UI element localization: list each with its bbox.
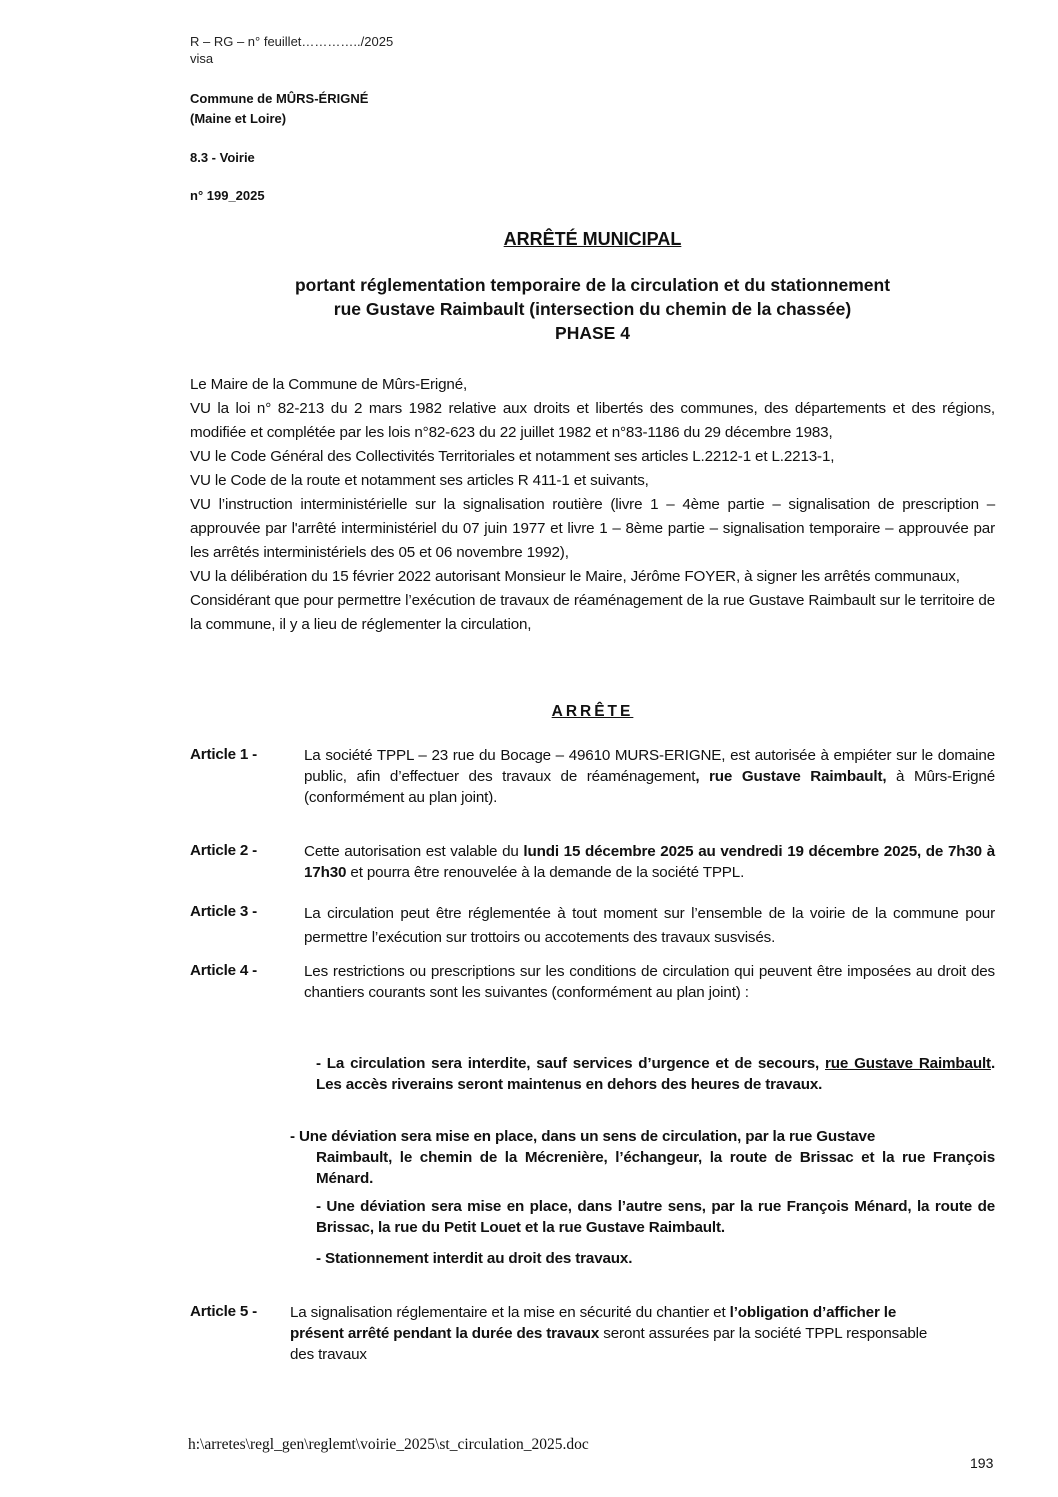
preamble-vu-instruction: VU l’instruction interministérielle sur la signalisation routière (livre 1 – 4ème partie – signalisation de prescription – approuvée par l'arrêté interministériel du 07 juin 1977 et livre 1 – 8ème partie – signalisation temporaire – approuvée par les arrêtés interministériels des 05 et 06 novembre 1992), [190, 496, 995, 561]
article-2-label: Article 2 - [190, 842, 258, 859]
document-subtitle [190, 273, 995, 345]
preamble-vu-loi: VU la loi n° 82-213 du 2 mars 1982 relative aux droits et libertés des communes, des départements et des régions, modifiée et complétée par les lois n°82-623 du 22 juillet 1982 et n°83-1186 du 29 décembre 1983, [190, 400, 995, 441]
arrete-heading: ARRÊTE [551, 703, 634, 720]
subtitle-line-1: portant réglementation temporaire de la circulation et du stationnement [294, 275, 891, 295]
preamble-vu-code-route: VU le Code de la route et notamment ses articles R 411-1 et suivants, [190, 472, 649, 489]
category-label: 8.3 - Voirie [190, 150, 255, 165]
subtitle-line-2: rue Gustave Raimbault (intersection du chemin de la chassée) [333, 299, 852, 319]
article-3-text: La circulation peut être réglementée à tout moment sur l’ensemble de la voirie de la commune pour permettre l’exécution sur trottoirs ou accotements des travaux susvisés. [304, 905, 995, 946]
article-1-label: Article 1 - [190, 746, 258, 763]
article-4-bullet-1: - La circulation sera interdite, sauf services d’urgence et de secours, rue Gustave Raimbault. Les accès riverains seront maintenus en dehors des heures de travaux. [316, 1055, 996, 1093]
page-number: 193 [970, 1455, 994, 1471]
article-5-label: Article 5 - [190, 1303, 258, 1320]
reference-line: R – RG – n° feuillet…………../2025 [190, 34, 394, 49]
article-1-text: La société TPPL – 23 rue du Bocage – 49610 MURS-ERIGNE, est autorisée à empiéter sur le domaine public, afin d’effectuer des travaux de réaménagement, rue Gustave Raimbault, à Mûrs-Erigné (conformément au plan joint). [304, 747, 996, 806]
article-4-bullet-3: - Une déviation sera mise en place, dans l’autre sens, par la rue François Ménard, la route de Brissac, la rue du Petit Louet et la rue Gustave Raimbault. [316, 1198, 995, 1236]
commune-name: Commune de MÛRS-ÉRIGNÉ [190, 91, 369, 106]
preamble-mayor: Le Maire de la Commune de Mûrs-Erigné, [190, 376, 468, 393]
phase-label: PHASE 4 [555, 323, 630, 343]
article-4-bullet-2: - Une déviation sera mise en place, dans un sens de circulation, par la rue Gustave Raimbault, le chemin de la Mécrenière, l’échangeur, la route de Brissac et la rue François Ménard. [290, 1128, 995, 1187]
article-3-label: Article 3 - [190, 903, 258, 920]
visa-label: visa [190, 51, 214, 66]
document-title: ARRÊTÉ MUNICIPAL [503, 229, 682, 249]
article-5-text: La signalisation réglementaire et la mise en sécurité du chantier et l’obligation d’afficher le présent arrêté pendant la durée des travaux seront assurées par la société TPPL responsable des travaux [290, 1304, 928, 1363]
department-name: (Maine et Loire) [190, 111, 287, 126]
footer-file-path: h:\arretes\regl_gen\reglemt\voirie_2025\st_circulation_2025.doc [188, 1436, 589, 1453]
decree-number: n° 199_2025 [190, 188, 265, 203]
article-4-label: Article 4 - [190, 962, 258, 979]
preamble-vu-deliberation: VU la délibération du 15 février 2022 autorisant Monsieur le Maire, Jérôme FOYER, à signer les arrêtés communaux, [190, 568, 960, 585]
preamble-vu-cgct: VU le Code Général des Collectivités Territoriales et notamment ses articles L.2212-1 et L.2213-1, [190, 448, 835, 465]
preamble [190, 373, 995, 637]
article-2-text: Cette autorisation est valable du lundi 15 décembre 2025 au vendredi 19 décembre 2025, de 7h30 à 17h30 et pourra être renouvelée à la demande de la société TPPL. [304, 843, 995, 881]
article-4-bullet-4: - Stationnement interdit au droit des travaux. [316, 1250, 633, 1267]
preamble-considerant: Considérant que pour permettre l’exécution de travaux de réaménagement de la rue Gustave Raimbault sur le territoire de la commune, il y a lieu de réglementer la circulation, [190, 592, 995, 633]
article-4-text: Les restrictions ou prescriptions sur les conditions de circulation qui peuvent être imposées au droit des chantiers courants sont les suivantes (conformément au plan joint) : [304, 963, 995, 1001]
